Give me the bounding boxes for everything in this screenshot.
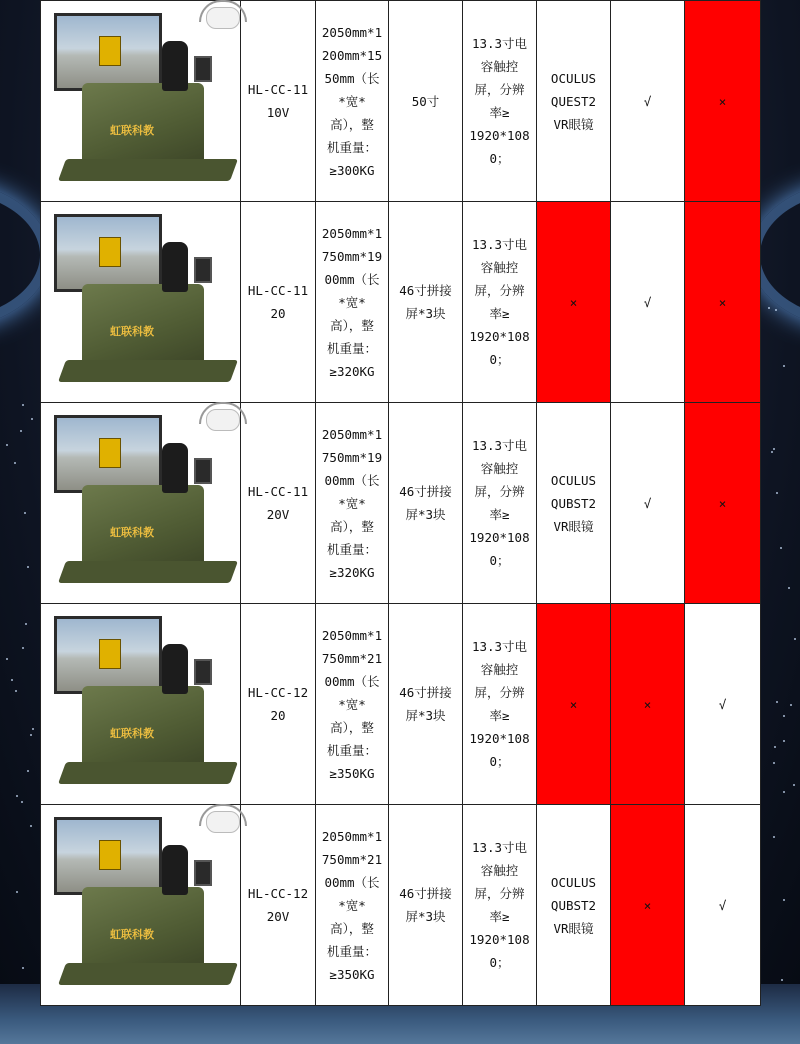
dimensions-cell: 2050mm*1 750mm*19 00mm（长 *宽* 高），整 机重量： ≥320KG — [316, 403, 389, 604]
screen-cell: 46寸拼接 屏*3块 — [389, 805, 463, 1006]
star — [11, 679, 13, 681]
table-row — [41, 805, 761, 1006]
brand-logo: 虹联科教 — [110, 124, 154, 137]
screen-cell: 46寸拼接 屏*3块 — [389, 403, 463, 604]
mark-cell-2: √ — [685, 604, 761, 805]
simulator-base — [58, 360, 238, 382]
dimensions-cell: 2050mm*1 750mm*19 00mm（长 *宽* 高），整 机重量： ≥320KG — [316, 202, 389, 403]
star — [780, 547, 782, 549]
vr-cell: OCULUS QUBST2 VR眼镜 — [537, 805, 611, 1006]
vr-cell: × — [537, 604, 611, 805]
product-image-cell — [41, 403, 241, 604]
mark-cell-1: × — [611, 604, 685, 805]
star — [25, 623, 27, 625]
star — [30, 825, 32, 827]
star — [6, 658, 8, 660]
star — [794, 638, 796, 640]
star — [27, 770, 29, 772]
star — [6, 444, 8, 446]
star — [783, 791, 785, 793]
star — [776, 701, 778, 703]
star — [16, 891, 18, 893]
brand-logo: 虹联科教 — [110, 526, 154, 539]
control-panel — [194, 56, 212, 82]
star — [32, 728, 34, 730]
star — [22, 404, 24, 406]
forklift-simulator-image — [44, 604, 244, 804]
simulator-seat — [162, 845, 188, 895]
mark-cell-2: × — [685, 202, 761, 403]
product-image-cell — [41, 1, 241, 202]
simulator-base — [58, 762, 238, 784]
star — [773, 836, 775, 838]
screen-cell: 50寸 — [389, 1, 463, 202]
mark-cell-2: × — [685, 403, 761, 604]
star — [774, 746, 776, 748]
star — [788, 587, 790, 589]
simulator-base — [58, 963, 238, 985]
screen-cell: 46寸拼接 屏*3块 — [389, 604, 463, 805]
screen-cell: 46寸拼接 屏*3块 — [389, 202, 463, 403]
simulator-seat — [162, 242, 188, 292]
touchscreen-cell: 13.3寸电 容触控 屏，分辨 率≥ 1920*108 0； — [463, 805, 537, 1006]
table-row — [41, 403, 761, 604]
star — [30, 734, 32, 736]
mark-cell-1: × — [611, 805, 685, 1006]
star — [27, 566, 29, 568]
forklift-icon — [99, 639, 121, 669]
simulator-screen — [54, 817, 162, 895]
simulator-base — [58, 159, 238, 181]
star — [783, 899, 785, 901]
product-image-cell — [41, 202, 241, 403]
table-row — [41, 1, 761, 202]
control-panel — [194, 860, 212, 886]
star — [16, 795, 18, 797]
star — [775, 309, 777, 311]
model-cell: HL-CC-11 20 — [241, 202, 316, 403]
star — [15, 690, 17, 692]
star — [22, 647, 24, 649]
dimensions-cell: 2050mm*1 750mm*21 00mm（长 *宽* 高），整 机重量： ≥350KG — [316, 805, 389, 1006]
vr-headset-icon — [206, 7, 240, 29]
simulator-seat — [162, 41, 188, 91]
star — [22, 967, 24, 969]
control-panel — [194, 458, 212, 484]
forklift-simulator-image — [44, 202, 244, 402]
star — [20, 430, 22, 432]
simulator-screen — [54, 13, 162, 91]
model-cell: HL-CC-12 20V — [241, 805, 316, 1006]
star — [773, 448, 775, 450]
control-panel — [194, 659, 212, 685]
star — [783, 365, 785, 367]
star — [783, 740, 785, 742]
touchscreen-cell: 13.3寸电 容触控 屏，分辨 率≥ 1920*108 0； — [463, 604, 537, 805]
star — [768, 307, 770, 309]
table-row — [41, 604, 761, 805]
star — [14, 462, 16, 464]
forklift-icon — [99, 237, 121, 267]
vr-headset-icon — [206, 811, 240, 833]
model-cell: HL-CC-11 20V — [241, 403, 316, 604]
star — [790, 704, 792, 706]
star — [783, 715, 785, 717]
touchscreen-cell: 13.3寸电 容触控 屏，分辨 率≥ 1920*108 0； — [463, 202, 537, 403]
star — [781, 979, 783, 981]
forklift-simulator-image — [44, 805, 244, 1005]
forklift-icon — [99, 840, 121, 870]
forklift-icon — [99, 36, 121, 66]
simulator-seat — [162, 443, 188, 493]
simulator-screen — [54, 616, 162, 694]
forklift-simulator-image — [44, 1, 244, 201]
simulator-screen — [54, 415, 162, 493]
star — [793, 784, 795, 786]
mark-cell-1: √ — [611, 403, 685, 604]
mark-cell-2: × — [685, 1, 761, 202]
product-image-cell — [41, 604, 241, 805]
dimensions-cell: 2050mm*1 750mm*21 00mm（长 *宽* 高），整 机重量： ≥350KG — [316, 604, 389, 805]
vr-headset-icon — [206, 409, 240, 431]
control-panel — [194, 257, 212, 283]
brand-logo: 虹联科教 — [110, 325, 154, 338]
brand-logo: 虹联科教 — [110, 928, 154, 941]
star — [776, 492, 778, 494]
model-cell: HL-CC-11 10V — [241, 1, 316, 202]
touchscreen-cell: 13.3寸电 容触控 屏，分辨 率≥ 1920*108 0； — [463, 1, 537, 202]
touchscreen-cell: 13.3寸电 容触控 屏，分辨 率≥ 1920*108 0； — [463, 403, 537, 604]
dimensions-cell: 2050mm*1 200mm*15 50mm（长 *宽* 高），整 机重量： ≥300KG — [316, 1, 389, 202]
brand-logo: 虹联科教 — [110, 727, 154, 740]
star — [21, 801, 23, 803]
simulator-seat — [162, 644, 188, 694]
simulator-base — [58, 561, 238, 583]
mark-cell-2: √ — [685, 805, 761, 1006]
forklift-simulator-image — [44, 403, 244, 603]
simulator-screen — [54, 214, 162, 292]
table-row — [41, 202, 761, 403]
model-cell: HL-CC-12 20 — [241, 604, 316, 805]
vr-cell: OCULUS QUBST2 VR眼镜 — [537, 403, 611, 604]
forklift-icon — [99, 438, 121, 468]
mark-cell-1: √ — [611, 202, 685, 403]
mark-cell-1: √ — [611, 1, 685, 202]
star — [31, 418, 33, 420]
vr-cell: × — [537, 202, 611, 403]
vr-cell: OCULUS QUEST2 VR眼镜 — [537, 1, 611, 202]
star — [773, 762, 775, 764]
product-image-cell — [41, 805, 241, 1006]
star — [771, 451, 773, 453]
product-spec-table — [40, 0, 761, 1006]
star — [24, 512, 26, 514]
